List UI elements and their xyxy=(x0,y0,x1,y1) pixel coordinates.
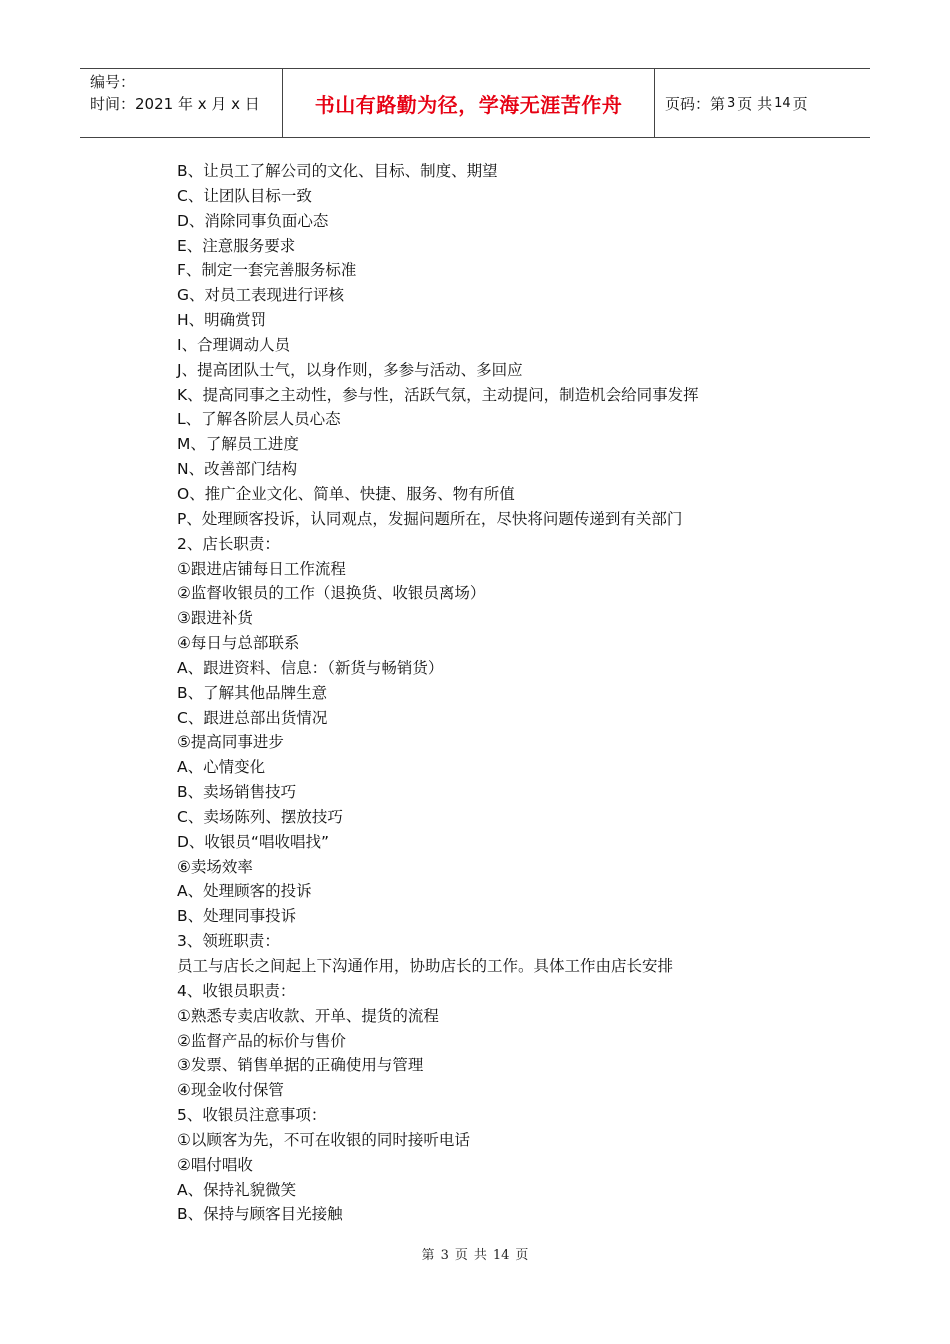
text-line: 3、领班职责： xyxy=(177,932,280,951)
page-mid: 页 共 xyxy=(737,94,773,113)
text-line: ⑥卖场效率 xyxy=(177,857,253,876)
text-line: C、跟进总部出货情况 xyxy=(177,708,328,727)
page-total: 14 xyxy=(774,95,791,111)
text-line: ⑤提高同事进步 xyxy=(177,733,284,752)
text-line: ②监督产品的标价与售价 xyxy=(177,1031,346,1050)
text-line: ①熟悉专卖店收款、开单、提货的流程 xyxy=(177,1006,439,1025)
text-line: D、收银员“唱收唱找” xyxy=(177,832,329,851)
text-line: 2、店长职责： xyxy=(177,534,280,553)
text-line: I、合理调动人员 xyxy=(177,335,291,354)
text-line: 4、收银员职责： xyxy=(177,981,296,1000)
text-line: B、让员工了解公司的文化、目标、制度、期望 xyxy=(177,162,498,180)
text-line: A、跟进资料、信息：（新货与畅销货） xyxy=(177,658,444,677)
text-line: 员工与店长之间起上下沟通作用，协助店长的工作。具体工作由店长安排 xyxy=(177,957,674,975)
text-line: G、对员工表现进行评核 xyxy=(177,286,345,305)
time-label: 时间：2021 年 x 月 x 日 xyxy=(90,95,260,113)
text-line: C、卖场陈列、摆放技巧 xyxy=(177,807,343,826)
text-line: B、了解其他品牌生意 xyxy=(177,683,328,702)
text-line: D、消除同事负面心态 xyxy=(177,211,329,230)
number-label: 编号： xyxy=(90,73,136,91)
text-line: P、处理顾客投诉，认同观点，发掘问题所在，尽快将问题传递到有关部门 xyxy=(177,509,683,528)
text-line: E、注意服务要求 xyxy=(177,236,296,255)
footer-mid1: 页 xyxy=(454,1248,468,1263)
page-suffix: 页 xyxy=(792,94,808,113)
text-line: ①以顾客为先，不可在收银的同时接听电话 xyxy=(177,1130,470,1149)
text-line: ③发票、销售单据的正确使用与管理 xyxy=(177,1056,424,1075)
text-line: B、处理同事投诉 xyxy=(177,907,297,926)
document-body xyxy=(177,159,837,1227)
text-line: J、提高团队士气，以身作则，多参与活动、多回应 xyxy=(177,360,523,379)
text-line: B、保持与顾客目光接触 xyxy=(177,1205,343,1224)
header-meta xyxy=(80,69,283,137)
page-header xyxy=(80,68,870,138)
text-line: A、心情变化 xyxy=(177,758,266,777)
text-line: L、了解各阶层人员心态 xyxy=(177,410,341,429)
text-line: ③跟进补货 xyxy=(177,609,253,628)
text-line: A、处理顾客的投诉 xyxy=(177,882,312,901)
text-line: H、明确赏罚 xyxy=(177,311,267,330)
footer-suffix: 页 xyxy=(515,1248,529,1263)
text-line: N、改善部门结构 xyxy=(177,460,298,479)
text-line: ②唱付唱收 xyxy=(177,1155,253,1174)
footer-total: 14 xyxy=(492,1248,510,1263)
page-prefix: 页码：第 xyxy=(665,94,726,113)
text-line: ②监督收银员的工作（退换货、收银员离场） xyxy=(177,584,486,603)
page-current: 3 xyxy=(727,95,736,111)
header-page-info xyxy=(655,69,870,137)
text-line: C、让团队目标一致 xyxy=(177,186,312,205)
text-line: ①跟进店铺每日工作流程 xyxy=(177,559,346,578)
text-line: M、了解员工进度 xyxy=(177,435,299,454)
text-line: ④现金收付保管 xyxy=(177,1081,284,1100)
header-motto: 书山有路勤为径，学海无涯苦作舟 xyxy=(283,69,655,137)
text-line: O、推广企业文化、简单、快捷、服务、物有所值 xyxy=(177,484,515,503)
text-line: F、制定一套完善服务标准 xyxy=(177,261,357,280)
page-footer xyxy=(0,1244,950,1263)
footer-current: 3 xyxy=(440,1248,449,1263)
text-line: B、卖场销售技巧 xyxy=(177,783,297,802)
text-line: ④每日与总部联系 xyxy=(177,634,300,653)
text-line: K、提高同事之主动性，参与性，活跃气氛，主动提问，制造机会给同事发挥 xyxy=(177,385,699,404)
footer-prefix: 第 xyxy=(421,1248,435,1263)
text-line: 5、收银员注意事项： xyxy=(177,1106,327,1125)
text-line: A、保持礼貌微笑 xyxy=(177,1180,297,1199)
footer-mid2: 共 xyxy=(473,1248,487,1263)
